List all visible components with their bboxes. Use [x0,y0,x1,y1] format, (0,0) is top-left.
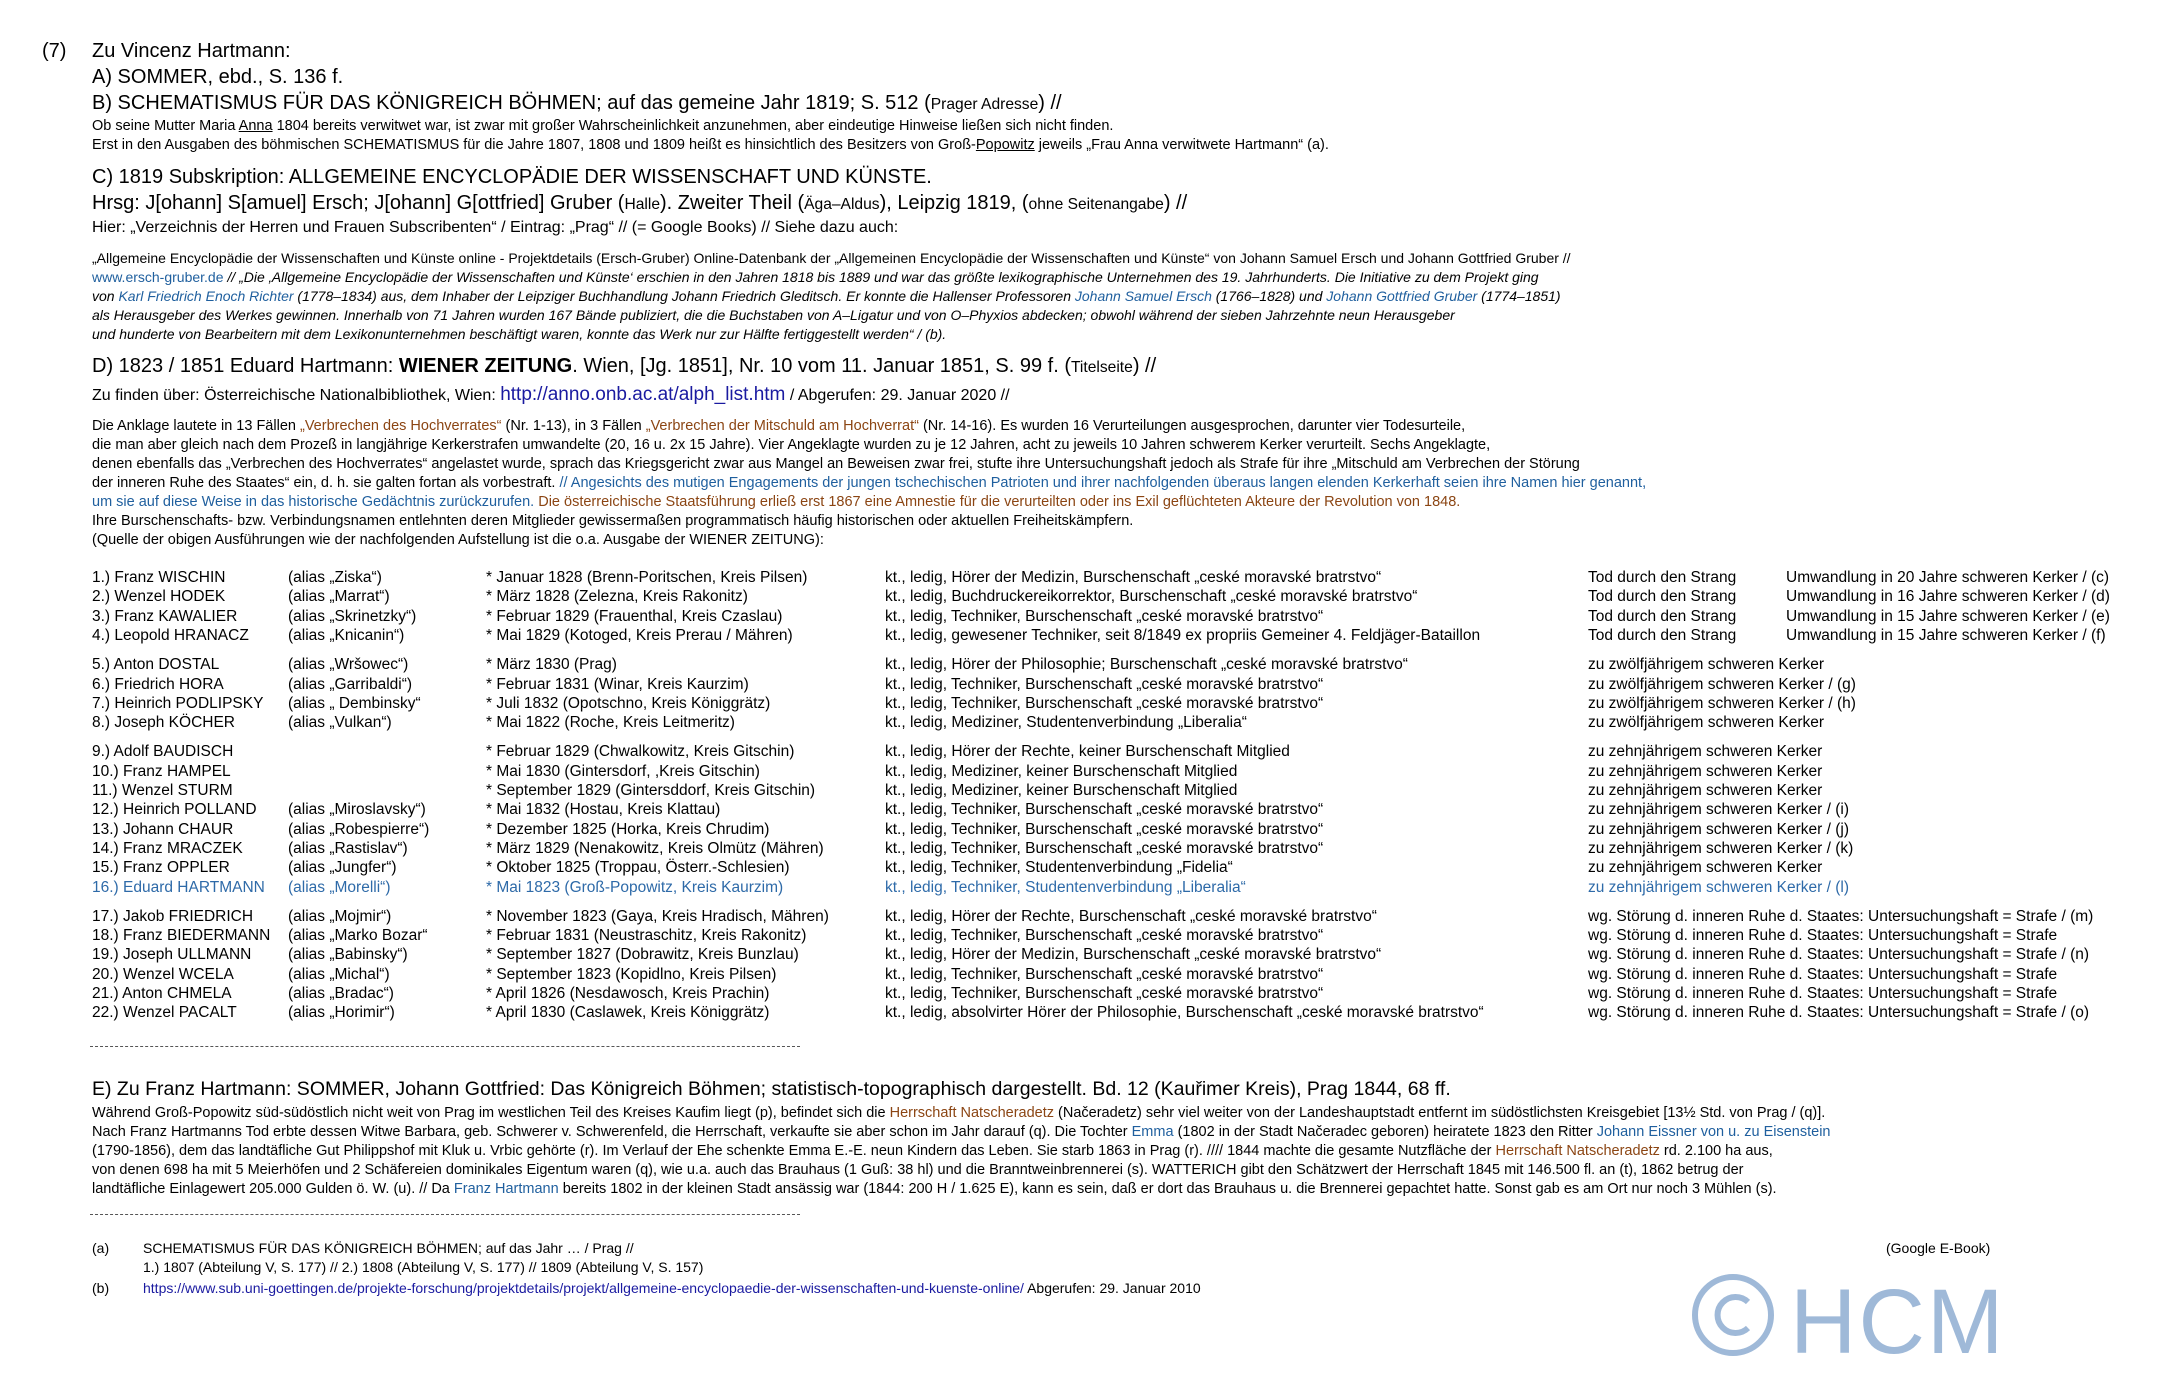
cell-status: kt., ledig, gewesener Techniker, seit 8/1849 ex propriis Gemeiner 4. Feldjäger-Bataillon [885,626,1481,644]
sec-d-t2: die man aber gleich nach dem Prozeß in langjährige Kerkerstrafen umwandelte (20, 16 u. 2x 15 Jahre). Vier Angeklagte wurden zu je 12 Jahren, acht zu jeweils 10 Jahren schwerem Kerker verurteilt. Sechs Angeklagte, [92,437,1491,453]
cell-name: 16.) Eduard HARTMANN [92,878,265,896]
cell-name: 9.) Adolf BAUDISCH [92,743,234,761]
cell-alias: (alias „Ziska“) [288,569,382,586]
cell-alias: (alias „Mojmir“) [288,907,392,925]
cell-birth: * September 1823 (Kopidlno, Kreis Pilsen) [486,965,777,983]
note-a-text2: 1.) 1807 (Abteilung V, S. 177) // 2.) 1808 (Abteilung V, S. 177) // 1809 (Abteilung V, S. 157) [143,1259,704,1275]
cell-sentence: zu zwölfjährigem schweren Kerker / (g) [1588,675,1856,693]
divider [90,1214,800,1215]
cell-name: 21.) Anton CHMELA [92,985,232,1002]
cell-sentence: zu zehnjährigem schweren Kerker / (j) [1588,820,1850,838]
cell-status: kt., ledig, Techniker, Burschenschaft „ceské moravské bratrstvo“ [885,607,1324,625]
cell-sentence: zu zehnjährigem schweren Kerker / (i) [1588,801,1850,819]
cell-status: kt., ledig, Techniker, Studentenverbindung „Liberalia“ [885,878,1246,896]
cell-alias: (alias „Skrinetzky“) [288,607,417,625]
cell-status: kt., ledig, Techniker, Burschenschaft „ceské moravské bratrstvo“ [885,985,1324,1002]
cell-commutation: Umwandlung in 15 Jahre schweren Kerker / (f) [1786,626,2106,644]
sec-d-t1: Die Anklage lautete in 13 Fällen „Verbrechen des Hochverrates“ (Nr. 1-13), in 3 Fällen „Verbrechen der Mitschuld am Hochverrat“ (Nr. 14-16). Es wurden 16 Verurteilungen ausgesprochen, darunter vier Todesurteile, [92,418,1466,434]
cell-birth: * Mai 1830 (Gintersdorf, ,Kreis Gitschin) [486,762,760,780]
sec-c-p5: und hunderte von Bearbeitern mit dem Lexikonunternehmen beschäftigt waren, konnte das Werk nur zur Hälfte fertiggestellt werden“ / (b). [92,326,947,342]
cell-sentence: Tod durch den Strang [1588,569,1737,586]
cell-name: 22.) Wenzel PACALT [92,1004,237,1022]
sec-c-entry: Hier: „Verzeichnis der Herren und Frauen Subscribenten“ / Eintrag: „Prag“ // (= Google Books) // Siehe dazu auch: [92,219,899,236]
section-number: (7) [42,40,67,62]
cell-birth: * April 1826 (Nesdawosch, Kreis Prachin) [486,985,770,1002]
cell-birth: * Januar 1828 (Brenn-Poritschen, Kreis Pilsen) [486,569,808,586]
cell-birth: * Mai 1823 (Groß-Popowitz, Kreis Kaurzim) [486,878,784,896]
cell-status: kt., ledig, Techniker, Burschenschaft „ceské moravské bratrstvo“ [885,801,1324,819]
cell-alias: (alias „Babinsky“) [288,946,408,964]
cell-status: kt., ledig, Techniker, Burschenschaft „ceské moravské bratrstvo“ [885,965,1324,983]
cell-birth: * April 1830 (Caslawek, Kreis Königgrätz) [486,1004,770,1022]
cell-sentence: wg. Störung d. inneren Ruhe d. Staates: Untersuchungshaft = Strafe / (m) [1588,907,2094,925]
sec-c-p3: von Karl Friedrich Enoch Richter (1778–1834) aus, dem Inhaber der Leipziger Buchhandlung Johann Friedrich Gleditsch. Er konnte die Hallenser Professoren Johann Samuel Ersch (1766–1828) und Johann Gottfried Gruber (1774–1851) [92,288,1561,304]
cell-status: kt., ledig, Techniker, Studentenverbindung „Fidelia“ [885,859,1233,877]
note-a-label: (a) [92,1240,110,1256]
cell-sentence: zu zehnjährigem schweren Kerker [1588,859,1823,877]
cell-status: kt., ledig, Mediziner, Studentenverbindung „Liberalia“ [885,714,1247,732]
sec-e-l3: (1790-1856), dem das landtäfliche Gut Philippshof mit Kluk u. Vrbic gehörte (r). Im Verlauf der Ehe schenkte Emma E.-E. neun Kindern das Leben. Sie starb 1863 in Prag (r). //// 1844 machte die gesamte Nutzfläche der Herrschaft Natscheradetz rd. 2.100 ha aus, [92,1143,1773,1159]
cell-sentence: zu zwölfjährigem schweren Kerker / (h) [1588,694,1856,712]
cell-status: kt., ledig, Techniker, Burschenschaft „ceské moravské bratrstvo“ [885,927,1324,945]
cell-sentence: wg. Störung d. inneren Ruhe d. Staates: Untersuchungshaft = Strafe / (o) [1588,1004,2090,1022]
cell-status: kt., ledig, Buchdruckereikorrektor, Burschenschaft „ceské moravské bratrstvo“ [885,588,1418,606]
cell-birth: * März 1829 (Nenakowitz, Kreis Olmütz (Mähren) [486,839,824,857]
sec-b-note2: Erst in den Ausgaben des böhmischen SCHEMATISMUS für die Jahre 1807, 1808 und 1809 heißt es hinsichtlich des Besitzers von Groß-Popowitz jeweils „Frau Anna verwitwete Hartmann“ (a). [92,137,1329,153]
cell-name: 13.) Johann CHAUR [92,820,234,838]
sec-d-t3: denen ebenfalls das „Verbrechen des Hochverrates“ angelastet wurde, sprach das Kriegsgericht zwar aus Mangel an Beweisen zwar frei, stufte ihre Untersuchungshaft jedoch als Strafe für ihre „Mitschuld am Verbrechen der Störung [92,456,1580,472]
cell-name: 1.) Franz WISCHIN [92,569,226,586]
cell-name: 8.) Joseph KÖCHER [92,714,235,732]
cell-alias: (alias „Morelli“) [288,878,391,896]
sec-e-l2: Nach Franz Hartmanns Tod erbte dessen Witwe Barbara, geb. Schwerer v. Schwerenfeld, die Herrschaft, verkaufte sie aber schon im Jahr darauf (q). Die Tochter Emma (1802 in der Stadt Načeradec geboren) heiratete 1823 den Ritter Johann Eissner von u. zu Eisenstein [92,1124,1831,1140]
cell-sentence: Tod durch den Strang [1588,626,1737,644]
cell-name: 17.) Jakob FRIEDRICH [92,907,254,925]
cell-alias: (alias „Rastislav“) [288,839,408,857]
cell-birth: * Februar 1831 (Neustraschitz, Kreis Rakonitz) [486,927,807,945]
cell-name: 12.) Heinrich POLLAND [92,801,257,819]
goettingen-link[interactable]: https://www.sub.uni-goettingen.de/projekte-forschung/projektdetails/projekt/allgemeine-encyclopaedie-der-wissenschaften-und-kuenste-online/ [143,1280,1024,1296]
cell-birth: * November 1823 (Gaya, Kreis Hradisch, Mähren) [486,907,829,925]
sec-d-t7: (Quelle der obigen Ausführungen wie der nachfolgenden Aufstellung ist die o.a. Ausgabe der WIENER ZEITUNG): [92,532,824,548]
sec-c-p1: „Allgemeine Encyclopädie der Wissenschaften und Künste online - Projektdetails (Ersch-Gruber) Online-Datenbank der „Allgemeinen Encyclopädie der Wissenschaften und Künste“ von Johann Samuel Ersch und Johann Gottfried Gruber // [92,250,1571,266]
sec-c-p4: als Herausgeber des Werkes gewinnen. Innerhalb von 71 Jahren wurden 167 Bände publiziert, die die Buchstaben von A–Ligatur und von O–Phyxios abdecken; obwohl während der sieben Jahrzehnte neun Herausgeber [92,307,1455,323]
sec-d-title: D) 1823 / 1851 Eduard Hartmann: WIENER ZEITUNG. Wien, [Jg. 1851], Nr. 10 vom 11. Januar 1851, S. 99 f. (Titelseite) // [92,355,1157,377]
sec-e-l1: Während Groß-Popowitz süd-südöstlich nicht weit von Prag im westlichen Teil des Kreises Kaufim liegt (p), befindet sich die Herrschaft Natscheradetz (Načeradetz) sehr viel weiter von der Landeshauptstadt entfernt im südöstlichsten Kreisgebiet [13½ Std. von Prag / (q)]. [92,1105,1826,1121]
cell-birth: * Februar 1831 (Winar, Kreis Kaurzim) [486,675,749,693]
cell-alias: (alias „Garribaldi“) [288,675,413,693]
divider [90,1046,800,1047]
copyright-icon [1690,1272,1776,1358]
cell-sentence: zu zehnjährigem schweren Kerker [1588,782,1823,799]
cell-birth: * Mai 1822 (Roche, Kreis Leitmeritz) [486,714,735,732]
cell-sentence: zu zehnjährigem schweren Kerker / (l) [1588,878,1850,896]
cell-birth: * März 1830 (Prag) [486,656,617,674]
cell-birth: * Mai 1832 (Hostau, Kreis Klattau) [486,801,721,819]
sec-e-title: E) Zu Franz Hartmann: SOMMER, Johann Gottfried: Das Königreich Böhmen; statistisch-topographisch dargestellt. Bd. 12 (Kauřimer Kreis), Prag 1844, 68 ff. [92,1078,1451,1100]
cell-alias: (alias „ Dembinsky“ [288,694,421,712]
cell-name: 19.) Joseph ULLMANN [92,946,252,964]
cell-status: kt., ledig, Hörer der Rechte, keiner Burschenschaft Mitglied [885,743,1290,761]
cell-status: kt., ledig, Hörer der Rechte, Burschenschaft „ceské moravské bratrstvo“ [885,907,1377,925]
cell-name: 2.) Wenzel HODEK [92,588,226,606]
cell-alias: (alias „Robespierre“) [288,820,430,838]
section-title: Zu Vincenz Hartmann: [92,40,291,62]
cell-alias: (alias „Miroslavsky“) [288,801,426,819]
cell-name: 11.) Wenzel STURM [92,782,233,799]
cell-birth: * März 1828 (Zelezna, Kreis Rakonitz) [486,588,748,606]
note-b-text: https://www.sub.uni-goettingen.de/projekte-forschung/projektdetails/projekt/allgemeine-encyclopaedie-der-wissenschaften-und-kuenste-online/ Abgerufen: 29. Januar 2010 [143,1280,1201,1296]
cell-sentence: zu zehnjährigem schweren Kerker [1588,743,1823,761]
cell-commutation: Umwandlung in 20 Jahre schweren Kerker / (c) [1786,569,2110,586]
cell-status: kt., ledig, Hörer der Medizin, Burschenschaft „ceské moravské bratrstvo“ [885,569,1382,586]
cell-alias: (alias „Marrat“) [288,588,390,606]
cell-status: kt., ledig, absolvirter Hörer der Philosophie, Burschenschaft „ceské moravské bratrstvo“ [885,1004,1484,1022]
sec-d-source: Zu finden über: Österreichische Nationalbibliothek, Wien: http://anno.onb.ac.at/alph_list.htm / Abgerufen: 29. Januar 2020 // [92,384,1010,405]
cell-sentence: wg. Störung d. inneren Ruhe d. Staates: Untersuchungshaft = Strafe [1588,985,2058,1002]
cell-name: 18.) Franz BIEDERMANN [92,927,271,945]
sec-e-l4: von denen 698 ha mit 5 Meierhöfen und 2 Schäfereien dominikales Eigentum waren (q), wie u.a. auch das Brauhaus (1 Guß: 38 hl) und die Branntweinbrennerei (s). WATTERICH gibt den Schätzwert der Herrschaft 1845 mit 146.500 fl. an (t), 1862 betrug der [92,1162,1744,1178]
cell-name: 10.) Franz HAMPEL [92,762,231,780]
note-a-text: SCHEMATISMUS FÜR DAS KÖNIGREICH BÖHMEN; auf das Jahr … / Prag // [143,1240,634,1256]
cell-birth: * Juli 1832 (Opotschno, Kreis Königgrätz) [486,694,771,712]
cell-sentence: wg. Störung d. inneren Ruhe d. Staates: Untersuchungshaft = Strafe [1588,965,2058,983]
cell-sentence: zu zehnjährigem schweren Kerker [1588,762,1823,780]
cell-name: 15.) Franz OPPLER [92,859,230,877]
cell-alias: (alias „Michal“) [288,965,390,983]
cell-alias: (alias „Wršowec“) [288,656,409,674]
cell-birth: * Oktober 1825 (Troppau, Österr.-Schlesien) [486,859,790,877]
cell-name: 3.) Franz KAWALIER [92,607,238,625]
sec-c-p2: www.ersch-gruber.de // „Die ‚Allgemeine Encyclopädie der Wissenschaften und Künste‘ erschien in den Jahren 1818 bis 1889 und war das größte lexikographische Unternehmen des 19. Jahrhunderts. Die Initiative zu dem Projekt ging [92,269,1539,285]
cell-birth: * Mai 1829 (Kotoged, Kreis Prerau / Mähren) [486,626,793,644]
cell-sentence: wg. Störung d. inneren Ruhe d. Staates: Untersuchungshaft = Strafe [1588,927,2058,945]
cell-status: kt., ledig, Mediziner, keiner Burschenschaft Mitglied [885,762,1238,780]
sec-d-t4: der inneren Ruhe des Staates“ ein, d. h. sie galten fortan als vorbestraft. // Angesichts des mutigen Engagements der jungen tschechischen Patrioten und ihrer nachfolgenden überaus langen elenden Kerkerhaft seien ihre Namen hier genannt, [92,475,1647,491]
cell-name: 14.) Franz MRACZEK [92,839,243,857]
sec-c-title: C) 1819 Subskription: ALLGEMEINE ENCYCLOPÄDIE DER WISSENSCHAFT UND KÜNSTE. [92,166,932,188]
watermark: HCM [1790,1271,2006,1373]
cell-birth: * Dezember 1825 (Horka, Kreis Chrudim) [486,820,770,838]
cell-alias: (alias „Horimir“) [288,1004,395,1022]
note-b-label: (b) [92,1280,110,1296]
cell-status: kt., ledig, Hörer der Medizin, Burschenschaft „ceské moravské bratrstvo“ [885,946,1382,964]
sec-b-note1: Ob seine Mutter Maria Anna 1804 bereits verwitwet war, ist zwar mit großer Wahrscheinlichkeit anzunehmen, aber eindeutige Hinweise ließen sich nicht finden. [92,118,1114,134]
cell-status: kt., ledig, Techniker, Burschenschaft „ceské moravské bratrstvo“ [885,820,1324,838]
cell-birth: * Februar 1829 (Frauenthal, Kreis Czaslau) [486,607,783,625]
ersch-gruber-link[interactable]: www.ersch-gruber.de [92,269,224,285]
sec-d-t6: Ihre Burschenschafts- bzw. Verbindungsnamen entlehnten deren Mitglieder gewissermaßen programmatisch häufig historischen oder aktuellen Freiheitskämpfern. [92,513,1134,529]
cell-alias: (alias „Jungfer“) [288,859,397,877]
cell-commutation: Umwandlung in 15 Jahre schweren Kerker / (e) [1786,607,2110,625]
sec-b: B) SCHEMATISMUS FÜR DAS KÖNIGREICH BÖHMEN; auf das gemeine Jahr 1819; S. 512 (Prager Adresse) // [92,92,1062,114]
sec-c-editors: Hrsg: J[ohann] S[amuel] Ersch; J[ohann] G[ottfried] Gruber (Halle). Zweiter Theil (Äga–Aldus), Leipzig 1819, (ohne Seitenangabe) // [92,192,1188,214]
cell-name: 6.) Friedrich HORA [92,675,224,693]
cell-birth: * Februar 1829 (Chwalkowitz, Kreis Gitschin) [486,743,795,761]
cell-name: 7.) Heinrich PODLIPSKY [92,694,264,712]
cell-status: kt., ledig, Techniker, Burschenschaft „ceské moravské bratrstvo“ [885,839,1324,857]
sec-a: A) SOMMER, ebd., S. 136 f. [92,66,344,88]
cell-alias: (alias „Vulkan“) [288,714,392,732]
cell-status: kt., ledig, Hörer der Philosophie; Burschenschaft „ceské moravské bratrstvo“ [885,656,1408,674]
cell-alias: (alias „Knicanin“) [288,626,405,644]
cell-birth: * September 1827 (Dobrawitz, Kreis Bunzlau) [486,946,799,964]
cell-sentence: zu zwölfjährigem schweren Kerker [1588,656,1825,674]
cell-name: 5.) Anton DOSTAL [92,656,220,674]
cell-alias: (alias „Marko Bozar“ [288,927,428,945]
cell-birth: * September 1829 (Gintersddorf, Kreis Gitschin) [486,782,816,799]
cell-sentence: zu zehnjährigem schweren Kerker / (k) [1588,839,1854,857]
anno-link[interactable]: http://anno.onb.ac.at/alph_list.htm [500,384,786,405]
cell-commutation: Umwandlung in 16 Jahre schweren Kerker / (d) [1786,588,2110,606]
cell-sentence: zu zwölfjährigem schweren Kerker [1588,714,1825,732]
cell-sentence: Tod durch den Strang [1588,607,1737,625]
cell-status: kt., ledig, Techniker, Burschenschaft „ceské moravské bratrstvo“ [885,675,1324,693]
note-a-right: (Google E-Book) [1886,1240,1991,1256]
sec-e-l5: landtäfliche Einlagewert 205.000 Gulden ö. W. (u). // Da Franz Hartmann bereits 1802 in der kleinen Stadt ansässig war (1844: 200 H / 1.625 E), kann es sein, daß er dort das Brauhaus u. die Brennerei gepachtet hatte. Sonst gab es am Ort nur noch 3 Mühlen (s). [92,1181,1777,1197]
sec-d-t5: um sie auf diese Weise in das historische Gedächtnis zurückzurufen. Die österreichische Staatsführung erließ erst 1867 eine Amnestie für die verurteilten oder ins Exil geflüchteten Akteure der Revolution von 1848. [92,494,1461,510]
cell-name: 4.) Leopold HRANACZ [92,626,249,644]
cell-name: 20.) Wenzel WCELA [92,965,234,983]
cell-sentence: wg. Störung d. inneren Ruhe d. Staates: Untersuchungshaft = Strafe / (n) [1588,946,2090,964]
cell-status: kt., ledig, Techniker, Burschenschaft „ceské moravské bratrstvo“ [885,694,1324,712]
cell-sentence: Tod durch den Strang [1588,588,1737,606]
cell-alias: (alias „Bradac“) [288,985,394,1002]
cell-status: kt., ledig, Mediziner, keiner Burschenschaft Mitglied [885,782,1238,799]
